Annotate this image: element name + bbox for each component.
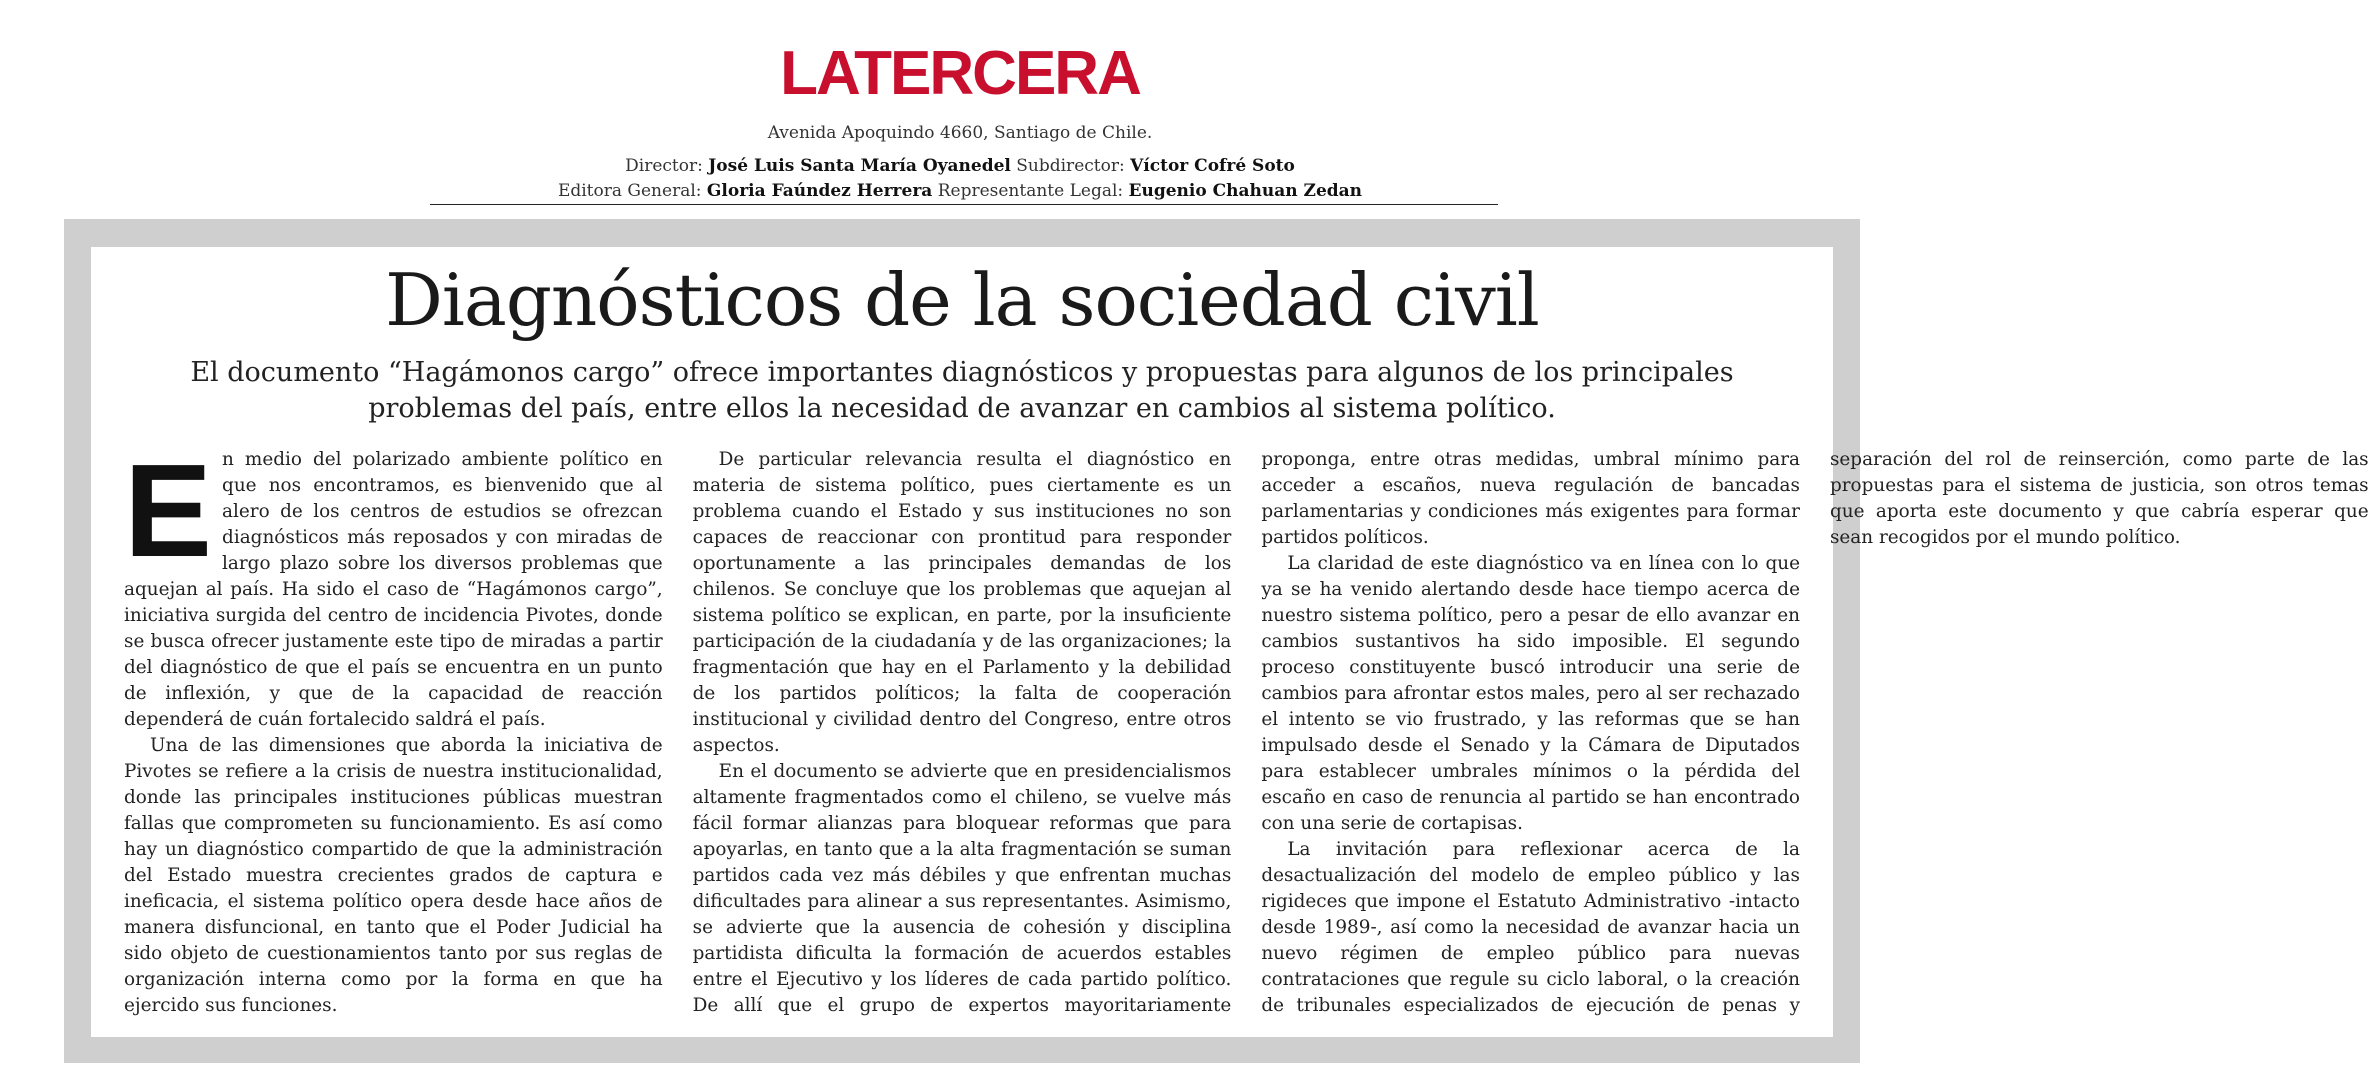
drop-cap: E bbox=[124, 437, 213, 584]
subdirector-label: Subdirector: bbox=[1016, 156, 1125, 176]
article-deck: El documento “Hagámonos cargo” ofrece importantes diagnósticos y propuestas para algunos de los principales problemas del país, entre ellos la necesidad de avanzar en cambios al sistema político. bbox=[190, 357, 1734, 424]
masthead bbox=[0, 0, 1920, 204]
representante-label: Representante Legal: bbox=[937, 181, 1124, 201]
editora-label: Editora General: bbox=[557, 181, 702, 201]
article-headline: Diagnósticos de la sociedad civil bbox=[385, 258, 1539, 342]
paragraph-1-text: n medio del polarizado ambiente político en que nos encontramos, es bienvenido que al alero de los centros de estudios se ofrezcan diagnósticos más reposados y con miradas de largo plazo sobre los diversos problemas que aquejan al país. Ha sido el caso de “Hagámonos cargo”, iniciativa surgida del centro de incidencia Pivotes, donde se busca ofrecer justamente este tipo de miradas a partir del diagnóstico de que el país se encuentra en un punto de inflexión, y que de la capacidad de reacción dependerá de cuán fortalecido saldrá el país. bbox=[124, 449, 663, 730]
paragraph-6: La invitación para reflexionar acerca de la desactualización del modelo de empleo público y las rigideces que impone el Estatuto Administrativo -intacto desde 1989-, así como la necesidad de avanzar hacia un nuevo régimen de empleo público para nuevas contrataciones que regule su ciclo laboral, o la creación de tribunales especializados de ejecución de penas y separación del rol de reinserción, como parte de las propuestas para el sistema de justicia, son otros temas que aporta este documento y que cabría esperar que sean recogidos por el mundo político. bbox=[1261, 449, 2369, 1016]
newspaper-logo: LATERCERA bbox=[780, 39, 1140, 108]
representante-name: Eugenio Chahuan Zedan bbox=[1128, 181, 1363, 201]
article-body bbox=[124, 437, 2369, 1027]
paragraph-3: De particular relevancia resulta el diagnóstico en materia de sistema político, pues ciertamente es un problema cuando el Estado y sus instituciones no son capaces de reaccionar con prontitud para responder oportunamente a las principales demandas de los chilenos. Se concluye que los problemas que aquejan al sistema político se explican, en parte, por la insuficiente participación de la ciudadanía y de las organizaciones; la fragmentación que hay en el Parlamento y la debilidad de los partidos políticos; la falta de cooperación institucional y civilidad dentro del Congreso, entre otros aspectos. bbox=[692, 449, 1232, 756]
director-name: José Luis Santa María Oyanedel bbox=[708, 156, 1011, 176]
editorial-article bbox=[91, 247, 2369, 1037]
subdirector-name: Víctor Cofré Soto bbox=[1130, 156, 1295, 176]
paragraph-5: La claridad de este diagnóstico va en línea con lo que ya se ha venido alertando desde hace tiempo acerca de nuestro sistema político, pero a pesar de ello avanzar en cambios sustantivos ha sido imposible. El segundo proceso constituyente buscó introducir una serie de cambios para afrontar estos males, pero al ser rechazado el intento se vio frustrado, y las reformas que se han impulsado desde el Senado y la Cámara de Diputados para establecer umbrales mínimos o la pérdida del escaño en caso de renuncia al partido se han encontrado con una serie de cortapisas. bbox=[1261, 553, 1800, 834]
editora-name: Gloria Faúndez Herrera bbox=[706, 181, 933, 201]
credits-line-2 bbox=[0, 179, 1920, 204]
paragraph-4: En el documento se advierte que en presidencialismos altamente fragmentados como el chileno, se vuelve más fácil formar alianzas para bloquear reformas que para apoyarlas, en tanto que a la alta fragmentación se suman partidos cada vez más débiles y que enfrentan muchas dificultades para alinear a sus representantes. Asimismo, se advierte que la ausencia de cohesión y disciplina partidista dificulta la formación de acuerdos estables entre el Ejecutivo y los líderes de cada partido político. De allí que el grupo de expertos mayoritariamente proponga, entre otras medidas, umbral mínimo para acceder a escaños, nueva regulación de bancadas parlamentarias y condiciones más exigentes para formar partidos políticos. bbox=[692, 449, 1800, 1016]
director-label: Director: bbox=[625, 156, 703, 176]
credits-line-1 bbox=[0, 154, 1920, 179]
paragraph-2: Una de las dimensiones que aborda la iniciativa de Pivotes se refiere a la crisis de nuestra institucionalidad, donde las principales instituciones públicas muestran fallas que comprometen su funcionamiento. Es así como hay un diagnóstico compartido de que la administración del Estado muestra crecientes grados de captura e ineficacia, el sistema político opera desde hace años de manera disfuncional, en tanto que el Poder Judicial ha sido objeto de cuestionamientos tanto por sus reglas de organización interna como por la forma en que ha ejercido sus funciones. bbox=[124, 735, 663, 1016]
newspaper-address: Avenida Apoquindo 4660, Santiago de Chile. bbox=[767, 123, 1153, 143]
masthead-divider bbox=[430, 204, 1498, 205]
paragraph-1 bbox=[124, 437, 663, 733]
